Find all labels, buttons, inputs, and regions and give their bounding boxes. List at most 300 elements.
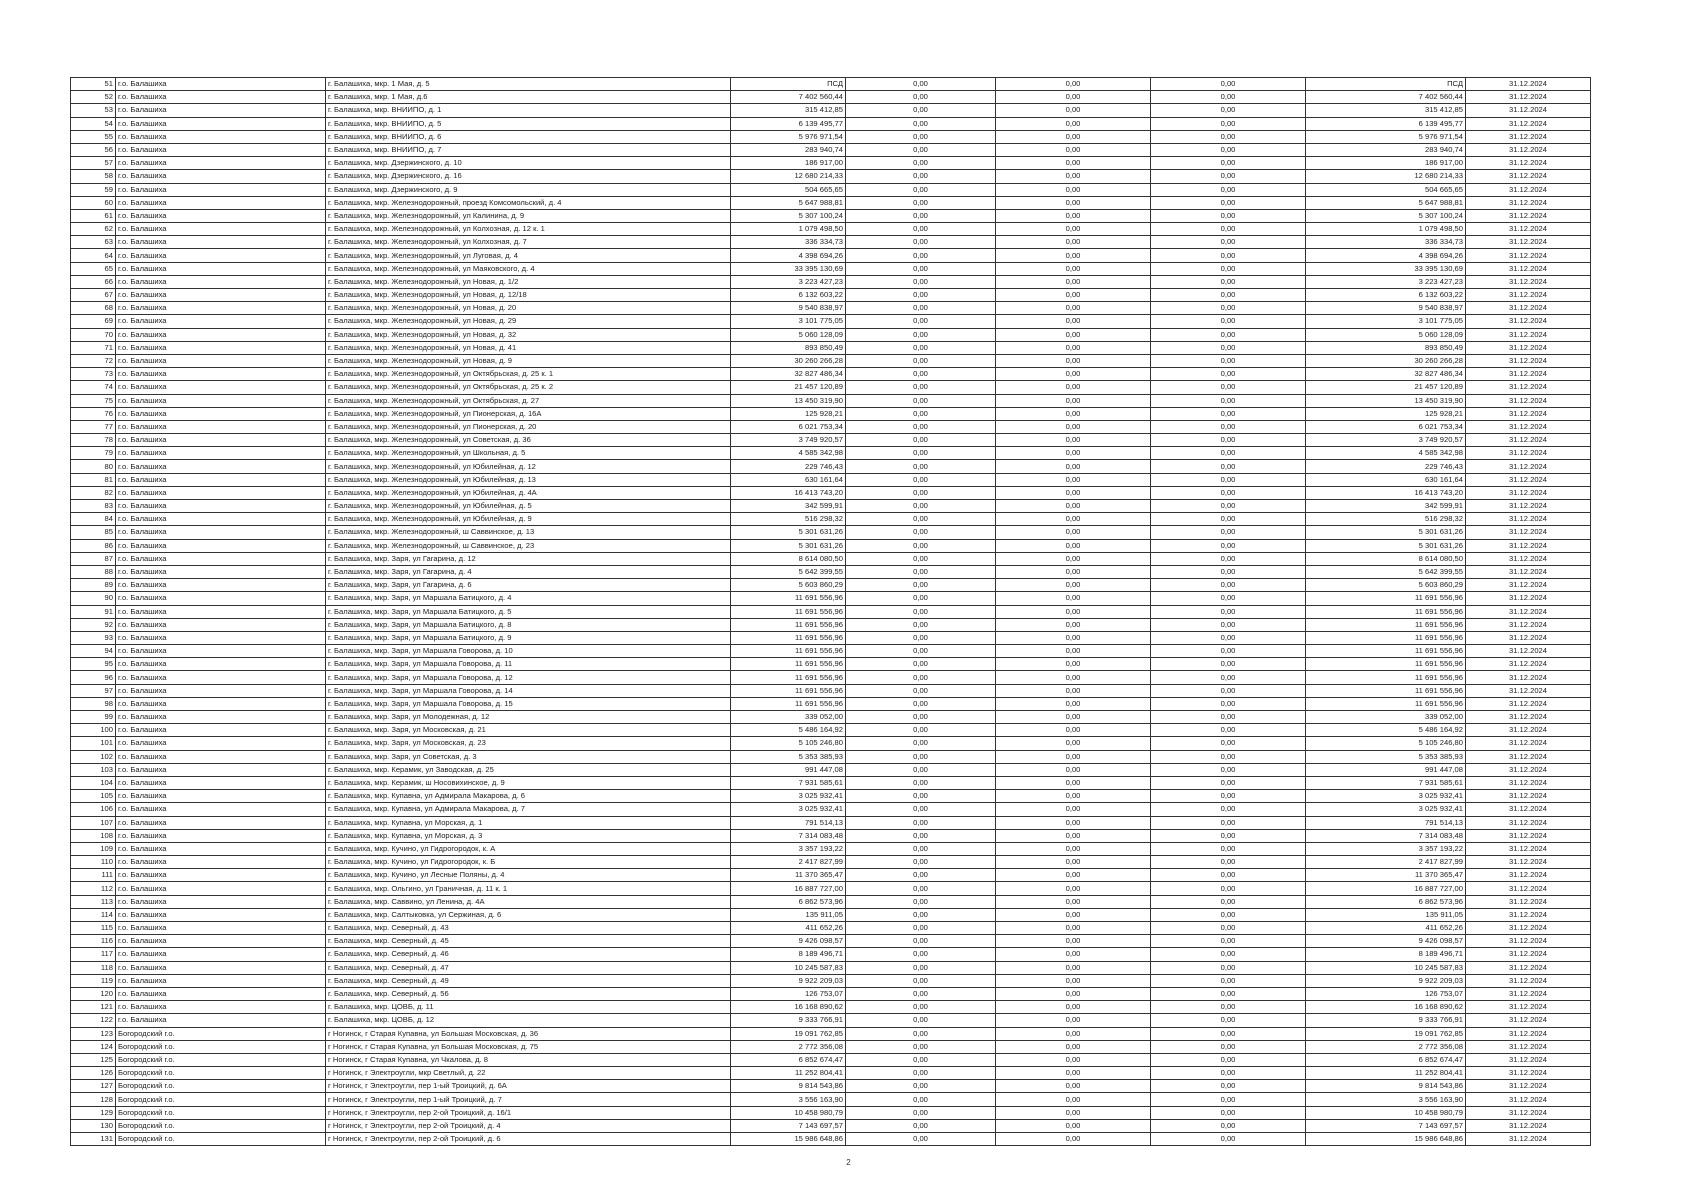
amount-col-2-cell: 0,00 [996,961,1151,974]
address-cell: г Ногинск, г Электроугли, пер 2-ой Троицкий, д. 6 [326,1133,731,1146]
amount-col-2-cell: 0,00 [996,381,1151,394]
amount-col-2-cell: 0,00 [996,157,1151,170]
municipality-cell: г.о. Балашиха [116,539,326,552]
address-cell: г. Балашиха, мкр. Железнодорожный, ул Октябрьская, д. 25 к. 2 [326,381,731,394]
amount-col-1-cell: 0,00 [846,420,996,433]
due-date-cell: 31.12.2024 [1466,750,1591,763]
due-date-cell: 31.12.2024 [1466,420,1591,433]
amount-col-1-cell: 0,00 [846,684,996,697]
due-date-cell: 31.12.2024 [1466,275,1591,288]
table-row [71,579,1591,592]
amount-col-3-cell: 0,00 [1151,935,1306,948]
address-cell: г. Балашиха, мкр. Заря, ул Маршала Говорова, д. 10 [326,645,731,658]
amount-col-2-cell: 0,00 [996,697,1151,710]
amount-col-2-cell: 0,00 [996,763,1151,776]
amount-col-1-cell: 0,00 [846,328,996,341]
due-date-cell: 31.12.2024 [1466,249,1591,262]
amount-col-3-cell: 0,00 [1151,579,1306,592]
table-row [71,143,1591,156]
amount-col-2-cell: 0,00 [996,1014,1151,1027]
row-number-cell: 108 [71,829,116,842]
address-cell: г. Балашиха, мкр. Купавна, ул Морская, д. 1 [326,816,731,829]
amount-col-1-cell: 0,00 [846,434,996,447]
amount-col-2-cell: 0,00 [996,328,1151,341]
municipality-cell: г.о. Балашиха [116,143,326,156]
amount-col-1-cell: 0,00 [846,526,996,539]
amount-col-2-cell: 0,00 [996,513,1151,526]
amount-col-3-cell: 0,00 [1151,1014,1306,1027]
amount-col-3-cell: 0,00 [1151,1067,1306,1080]
amount-col-1-cell: 0,00 [846,236,996,249]
due-date-cell: 31.12.2024 [1466,1040,1591,1053]
amount-col-2-cell: 0,00 [996,842,1151,855]
amount-col-1-cell: 0,00 [846,592,996,605]
municipality-cell: г.о. Балашиха [116,328,326,341]
municipality-cell: Богородский г.о. [116,1119,326,1132]
due-date-cell: 31.12.2024 [1466,724,1591,737]
amount-total-cell: 125 928,21 [731,407,846,420]
row-number-cell: 123 [71,1027,116,1040]
amount-col-3-cell: 0,00 [1151,500,1306,513]
table-row [71,763,1591,776]
amount-col-1-cell: 0,00 [846,407,996,420]
due-date-cell: 31.12.2024 [1466,829,1591,842]
municipality-cell: г.о. Балашиха [116,91,326,104]
amount-total-cell: 3 223 427,23 [731,275,846,288]
amount-col-2-cell: 0,00 [996,223,1151,236]
row-number-cell: 56 [71,143,116,156]
amount-balance-cell: ПСД [1306,78,1466,91]
amount-col-2-cell: 0,00 [996,565,1151,578]
amount-col-3-cell: 0,00 [1151,394,1306,407]
amount-balance-cell: 3 101 775,05 [1306,315,1466,328]
due-date-cell: 31.12.2024 [1466,935,1591,948]
amount-col-2-cell: 0,00 [996,1119,1151,1132]
table-row [71,223,1591,236]
municipality-cell: г.о. Балашиха [116,724,326,737]
due-date-cell: 31.12.2024 [1466,354,1591,367]
address-cell: г. Балашиха, мкр. Заря, ул Гагарина, д. 4 [326,565,731,578]
amount-total-cell: 11 691 556,96 [731,658,846,671]
due-date-cell: 31.12.2024 [1466,631,1591,644]
table-row [71,671,1591,684]
amount-total-cell: 16 413 743,20 [731,486,846,499]
table-row [71,750,1591,763]
municipality-cell: г.о. Балашиха [116,592,326,605]
amount-balance-cell: 13 450 319,90 [1306,394,1466,407]
row-number-cell: 112 [71,882,116,895]
amount-balance-cell: 3 357 193,22 [1306,842,1466,855]
amount-col-1-cell: 0,00 [846,605,996,618]
amount-total-cell: 6 021 753,34 [731,420,846,433]
amount-total-cell: 11 370 365,47 [731,869,846,882]
due-date-cell: 31.12.2024 [1466,157,1591,170]
address-cell: г Ногинск, г Электроугли, мкр Светлый, д. 22 [326,1067,731,1080]
due-date-cell: 31.12.2024 [1466,974,1591,987]
amount-balance-cell: 19 091 762,85 [1306,1027,1466,1040]
amount-col-2-cell: 0,00 [996,618,1151,631]
table-row [71,434,1591,447]
due-date-cell: 31.12.2024 [1466,658,1591,671]
address-cell: г. Балашиха, мкр. Заря, ул Маршала Батицкого, д. 9 [326,631,731,644]
amount-total-cell: 5 301 631,26 [731,539,846,552]
due-date-cell: 31.12.2024 [1466,1133,1591,1146]
address-cell: г. Балашиха, мкр. Заря, ул Маршала Батицкого, д. 4 [326,592,731,605]
table-row [71,275,1591,288]
amount-total-cell: 5 486 164,92 [731,724,846,737]
due-date-cell: 31.12.2024 [1466,170,1591,183]
table-row [71,1133,1591,1146]
amount-col-2-cell: 0,00 [996,711,1151,724]
municipality-cell: г.о. Балашиха [116,447,326,460]
due-date-cell: 31.12.2024 [1466,565,1591,578]
amount-col-3-cell: 0,00 [1151,460,1306,473]
amount-col-3-cell: 0,00 [1151,908,1306,921]
amount-col-1-cell: 0,00 [846,1093,996,1106]
table-row [71,1093,1591,1106]
address-cell: г. Балашиха, мкр. Северный, д. 45 [326,935,731,948]
amount-balance-cell: 5 976 971,54 [1306,130,1466,143]
table-row [71,157,1591,170]
due-date-cell: 31.12.2024 [1466,697,1591,710]
amount-total-cell: 16 168 890,62 [731,1001,846,1014]
amount-total-cell: 11 691 556,96 [731,645,846,658]
amount-col-1-cell: 0,00 [846,1133,996,1146]
row-number-cell: 62 [71,223,116,236]
address-cell: г Ногинск, г Старая Купавна, ул Чкалова, д. 8 [326,1053,731,1066]
table-row [71,974,1591,987]
amount-col-1-cell: 0,00 [846,579,996,592]
municipality-cell: г.о. Балашиха [116,737,326,750]
address-cell: г. Балашиха, мкр. Железнодорожный, ул Новая, д. 12/18 [326,289,731,302]
table-row [71,170,1591,183]
amount-col-2-cell: 0,00 [996,869,1151,882]
due-date-cell: 31.12.2024 [1466,790,1591,803]
amount-col-2-cell: 0,00 [996,724,1151,737]
row-number-cell: 100 [71,724,116,737]
amount-col-1-cell: 0,00 [846,130,996,143]
amount-col-2-cell: 0,00 [996,935,1151,948]
amount-col-1-cell: 0,00 [846,882,996,895]
amount-balance-cell: 5 647 988,81 [1306,196,1466,209]
address-cell: г. Балашиха, мкр. Кучино, ул Лесные Поляны, д. 4 [326,869,731,882]
amount-col-1-cell: 0,00 [846,724,996,737]
amount-col-3-cell: 0,00 [1151,829,1306,842]
amount-col-1-cell: 0,00 [846,249,996,262]
address-cell: г. Балашиха, мкр. Железнодорожный, ул Октябрьская, д. 27 [326,394,731,407]
amount-total-cell: 6 139 495,77 [731,117,846,130]
amount-balance-cell: 10 458 980,79 [1306,1106,1466,1119]
amount-total-cell: 16 887 727,00 [731,882,846,895]
amount-col-3-cell: 0,00 [1151,1093,1306,1106]
table-row [71,486,1591,499]
address-cell: г. Балашиха, мкр. Железнодорожный, ул Новая, д. 9 [326,354,731,367]
table-row [71,130,1591,143]
amount-col-1-cell: 0,00 [846,157,996,170]
table-row [71,1014,1591,1027]
amount-col-3-cell: 0,00 [1151,645,1306,658]
amount-col-3-cell: 0,00 [1151,671,1306,684]
amount-col-1-cell: 0,00 [846,341,996,354]
amount-col-1-cell: 0,00 [846,486,996,499]
amount-total-cell: 3 357 193,22 [731,842,846,855]
amount-total-cell: 229 746,43 [731,460,846,473]
amount-total-cell: 5 060 128,09 [731,328,846,341]
amount-col-2-cell: 0,00 [996,684,1151,697]
due-date-cell: 31.12.2024 [1466,539,1591,552]
table-row [71,1119,1591,1132]
table-row [71,420,1591,433]
amount-balance-cell: 186 917,00 [1306,157,1466,170]
amount-col-3-cell: 0,00 [1151,631,1306,644]
municipality-cell: г.о. Балашиха [116,671,326,684]
due-date-cell: 31.12.2024 [1466,592,1591,605]
amount-col-1-cell: 0,00 [846,183,996,196]
amount-total-cell: 516 298,32 [731,513,846,526]
amount-col-3-cell: 0,00 [1151,895,1306,908]
amount-col-3-cell: 0,00 [1151,513,1306,526]
municipality-cell: г.о. Балашиха [116,750,326,763]
amount-balance-cell: 7 931 585,61 [1306,776,1466,789]
amount-col-3-cell: 0,00 [1151,526,1306,539]
table-row [71,1053,1591,1066]
amount-col-3-cell: 0,00 [1151,289,1306,302]
amount-col-2-cell: 0,00 [996,882,1151,895]
amount-total-cell: 13 450 319,90 [731,394,846,407]
address-cell: г. Балашиха, мкр. Керамик, ул Заводская, д. 25 [326,763,731,776]
amount-col-1-cell: 0,00 [846,565,996,578]
table-row [71,908,1591,921]
amount-balance-cell: 5 486 164,92 [1306,724,1466,737]
amount-col-2-cell: 0,00 [996,460,1151,473]
address-cell: г. Балашиха, мкр. Железнодорожный, ш Саввинское, д. 23 [326,539,731,552]
amount-col-3-cell: 0,00 [1151,328,1306,341]
amount-col-2-cell: 0,00 [996,658,1151,671]
amount-balance-cell: 5 060 128,09 [1306,328,1466,341]
amount-col-3-cell: 0,00 [1151,196,1306,209]
amount-col-2-cell: 0,00 [996,473,1151,486]
amount-col-2-cell: 0,00 [996,750,1151,763]
amount-balance-cell: 11 691 556,96 [1306,618,1466,631]
amount-balance-cell: 33 395 130,69 [1306,262,1466,275]
amount-total-cell: 5 642 399,55 [731,565,846,578]
amount-col-1-cell: 0,00 [846,196,996,209]
amount-col-1-cell: 0,00 [846,394,996,407]
amount-balance-cell: 6 852 674,47 [1306,1053,1466,1066]
address-cell: г. Балашиха, мкр. Заря, ул Молодежная, д. 12 [326,711,731,724]
amount-col-1-cell: 0,00 [846,381,996,394]
amount-col-2-cell: 0,00 [996,78,1151,91]
table-row [71,262,1591,275]
amount-total-cell: 893 850,49 [731,341,846,354]
amount-col-3-cell: 0,00 [1151,130,1306,143]
amount-col-1-cell: 0,00 [846,987,996,1000]
amount-col-2-cell: 0,00 [996,117,1151,130]
amount-col-2-cell: 0,00 [996,631,1151,644]
amount-col-2-cell: 0,00 [996,354,1151,367]
due-date-cell: 31.12.2024 [1466,552,1591,565]
amount-col-3-cell: 0,00 [1151,803,1306,816]
row-number-cell: 59 [71,183,116,196]
amount-balance-cell: 11 691 556,96 [1306,631,1466,644]
amount-col-3-cell: 0,00 [1151,381,1306,394]
row-number-cell: 81 [71,473,116,486]
amount-col-2-cell: 0,00 [996,1027,1151,1040]
due-date-cell: 31.12.2024 [1466,645,1591,658]
address-cell: г. Балашиха, мкр. Северный, д. 56 [326,987,731,1000]
municipality-cell: г.о. Балашиха [116,631,326,644]
row-number-cell: 99 [71,711,116,724]
due-date-cell: 31.12.2024 [1466,289,1591,302]
amount-total-cell: 991 447,08 [731,763,846,776]
amount-total-cell: 9 426 098,57 [731,935,846,948]
amount-col-3-cell: 0,00 [1151,447,1306,460]
amount-col-1-cell: 0,00 [846,104,996,117]
row-number-cell: 78 [71,434,116,447]
amount-total-cell: 5 976 971,54 [731,130,846,143]
due-date-cell: 31.12.2024 [1466,473,1591,486]
amount-col-2-cell: 0,00 [996,987,1151,1000]
amount-col-3-cell: 0,00 [1151,236,1306,249]
municipality-cell: г.о. Балашиха [116,869,326,882]
municipality-cell: г.о. Балашиха [116,829,326,842]
amount-col-3-cell: 0,00 [1151,315,1306,328]
amount-col-1-cell: 0,00 [846,697,996,710]
address-cell: г. Балашиха, мкр. ВНИИПО, д. 5 [326,117,731,130]
amount-col-2-cell: 0,00 [996,486,1151,499]
table-row [71,816,1591,829]
address-cell: г. Балашиха, мкр. Железнодорожный, ул Школьная, д. 5 [326,447,731,460]
due-date-cell: 31.12.2024 [1466,526,1591,539]
row-number-cell: 63 [71,236,116,249]
row-number-cell: 87 [71,552,116,565]
amount-col-1-cell: 0,00 [846,209,996,222]
table-row [71,645,1591,658]
amount-col-1-cell: 0,00 [846,631,996,644]
municipality-cell: г.о. Балашиха [116,500,326,513]
amount-total-cell: 6 132 603,22 [731,289,846,302]
amount-total-cell: 6 852 674,47 [731,1053,846,1066]
municipality-cell: Богородский г.о. [116,1040,326,1053]
address-cell: г. Балашиха, мкр. Салтыковка, ул Сержиная, д. 6 [326,908,731,921]
row-number-cell: 83 [71,500,116,513]
amount-total-cell: 10 458 980,79 [731,1106,846,1119]
row-number-cell: 105 [71,790,116,803]
amount-total-cell: 9 333 766,91 [731,1014,846,1027]
amount-total-cell: 9 814 543,86 [731,1080,846,1093]
amount-col-3-cell: 0,00 [1151,737,1306,750]
table-row [71,922,1591,935]
amount-balance-cell: 8 189 496,71 [1306,948,1466,961]
table-row [71,711,1591,724]
municipality-cell: г.о. Балашиха [116,302,326,315]
municipality-cell: г.о. Балашиха [116,236,326,249]
table-row [71,631,1591,644]
amount-col-3-cell: 0,00 [1151,922,1306,935]
amount-total-cell: 9 540 838,97 [731,302,846,315]
address-cell: г. Балашиха, мкр. Дзержинского, д. 16 [326,170,731,183]
table-row [71,183,1591,196]
row-number-cell: 67 [71,289,116,302]
municipality-cell: г.о. Балашиха [116,420,326,433]
amount-col-3-cell: 0,00 [1151,697,1306,710]
amount-total-cell: 342 599,91 [731,500,846,513]
municipality-cell: г.о. Балашиха [116,697,326,710]
municipality-cell: Богородский г.о. [116,1106,326,1119]
address-cell: г. Балашиха, мкр. 1 Мая, д. 5 [326,78,731,91]
amount-col-2-cell: 0,00 [996,1133,1151,1146]
row-number-cell: 84 [71,513,116,526]
table-row [71,842,1591,855]
amount-total-cell: 8 614 080,50 [731,552,846,565]
table-row [71,78,1591,91]
amount-balance-cell: 6 021 753,34 [1306,420,1466,433]
amount-col-1-cell: 0,00 [846,289,996,302]
amount-col-3-cell: 0,00 [1151,209,1306,222]
municipality-cell: г.о. Балашиха [116,882,326,895]
due-date-cell: 31.12.2024 [1466,1106,1591,1119]
amount-col-2-cell: 0,00 [996,776,1151,789]
due-date-cell: 31.12.2024 [1466,407,1591,420]
due-date-cell: 31.12.2024 [1466,895,1591,908]
amount-total-cell: 5 603 860,29 [731,579,846,592]
due-date-cell: 31.12.2024 [1466,236,1591,249]
row-number-cell: 125 [71,1053,116,1066]
amount-col-3-cell: 0,00 [1151,961,1306,974]
row-number-cell: 82 [71,486,116,499]
amount-col-1-cell: 0,00 [846,790,996,803]
municipality-cell: г.о. Балашиха [116,658,326,671]
amount-balance-cell: 7 143 697,57 [1306,1119,1466,1132]
amount-balance-cell: 991 447,08 [1306,763,1466,776]
due-date-cell: 31.12.2024 [1466,961,1591,974]
amount-col-2-cell: 0,00 [996,368,1151,381]
amount-col-2-cell: 0,00 [996,262,1151,275]
amount-col-1-cell: 0,00 [846,1119,996,1132]
row-number-cell: 115 [71,922,116,935]
table-row [71,1106,1591,1119]
row-number-cell: 54 [71,117,116,130]
municipality-cell: г.о. Балашиха [116,513,326,526]
amount-total-cell: 504 665,65 [731,183,846,196]
amount-col-3-cell: 0,00 [1151,1106,1306,1119]
address-cell: г. Балашиха, мкр. Железнодорожный, ул Новая, д. 20 [326,302,731,315]
due-date-cell: 31.12.2024 [1466,1001,1591,1014]
address-cell: г. Балашиха, мкр. Железнодорожный, проезд Комсомольский, д. 4 [326,196,731,209]
municipality-cell: г.о. Балашиха [116,803,326,816]
amount-total-cell: 2 417 827,99 [731,856,846,869]
table-row [71,856,1591,869]
table-row [71,209,1591,222]
municipality-cell: г.о. Балашиха [116,895,326,908]
address-cell: г. Балашиха, мкр. Заря, ул Гагарина, д. 12 [326,552,731,565]
amount-col-2-cell: 0,00 [996,605,1151,618]
amount-col-2-cell: 0,00 [996,645,1151,658]
row-number-cell: 106 [71,803,116,816]
amount-balance-cell: 126 753,07 [1306,987,1466,1000]
table-row [71,249,1591,262]
municipality-cell: г.о. Балашиха [116,368,326,381]
municipality-cell: г.о. Балашиха [116,856,326,869]
row-number-cell: 120 [71,987,116,1000]
address-cell: г. Балашиха, мкр. Северный, д. 46 [326,948,731,961]
table-row [71,1027,1591,1040]
table-row [71,948,1591,961]
amount-total-cell: 3 556 163,90 [731,1093,846,1106]
amount-col-1-cell: 0,00 [846,1040,996,1053]
amount-col-2-cell: 0,00 [996,1093,1151,1106]
municipality-cell: г.о. Балашиха [116,842,326,855]
